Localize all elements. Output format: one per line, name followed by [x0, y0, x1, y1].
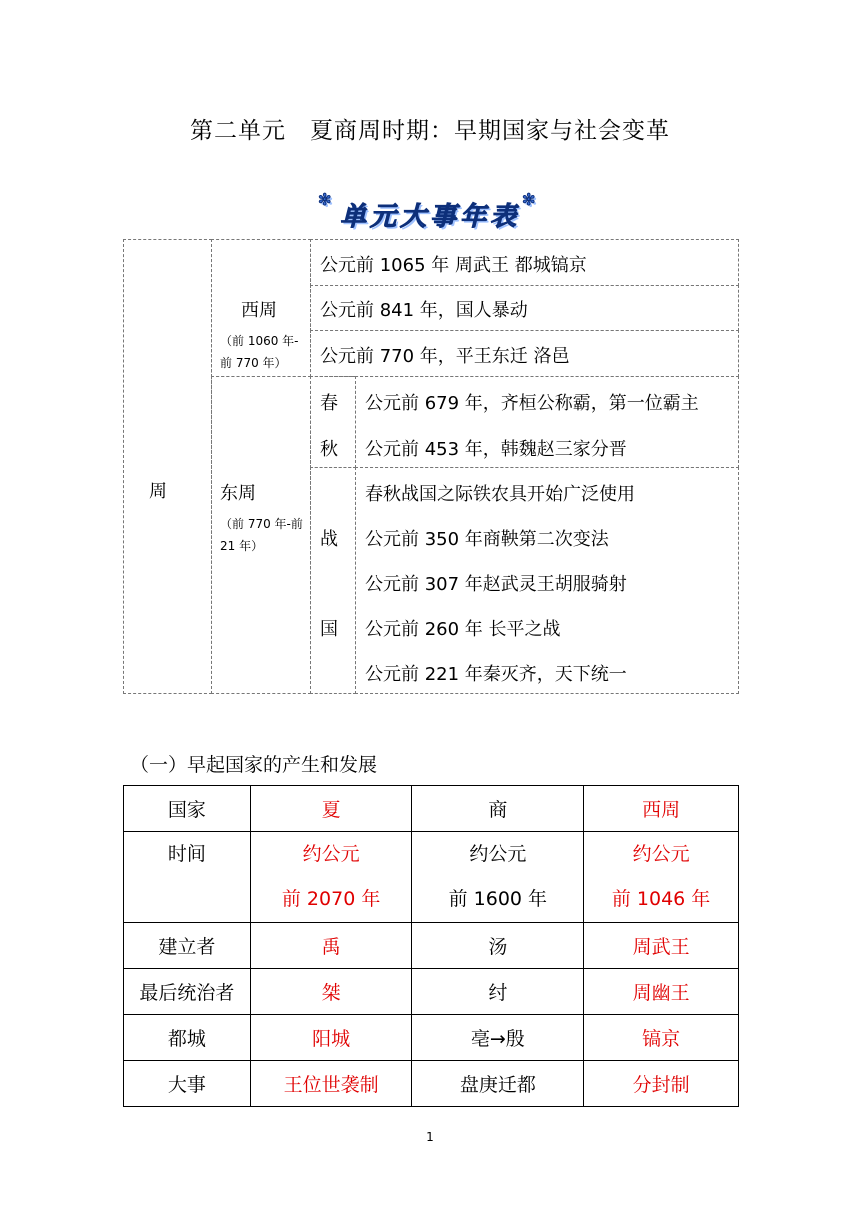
- event-text: 公元前 679 年，齐桓公称霸，第一位霸主: [365, 393, 699, 414]
- banner-text: 单元大事年表: [339, 202, 520, 232]
- zhanguo-cell: [310, 467, 356, 694]
- timeline-table: [123, 239, 739, 694]
- star-icon: ✻: [318, 190, 336, 209]
- table-cell: 周武王: [584, 923, 739, 969]
- event-text: 公元前 453 年，韩魏赵三家分晋: [365, 439, 627, 460]
- table-cell: 大事: [124, 1061, 251, 1107]
- time-line: 约公元: [469, 843, 527, 865]
- table-cell: 建立者: [124, 923, 251, 969]
- event-text: 公元前 350 年商鞅第二次变法: [365, 529, 609, 550]
- table-row: [124, 786, 739, 832]
- table-cell: 亳→殷: [412, 1015, 584, 1061]
- time-line: 前 2070 年: [281, 888, 381, 910]
- event-text: 公元前 1065 年 周武王 都城镐京: [320, 255, 587, 276]
- timeline-banner: [0, 190, 860, 233]
- table-cell: 阳城: [250, 1015, 412, 1061]
- event-text: 公元前 260 年 长平之战: [365, 619, 561, 640]
- table-cell: 纣: [412, 969, 584, 1015]
- time-line: 前 1046 年: [611, 888, 711, 910]
- table-cell: 分封制: [584, 1061, 739, 1107]
- eastern-zhou-cell: [211, 376, 311, 694]
- table-cell: 最后统治者: [124, 969, 251, 1015]
- table-cell: 镐京: [584, 1015, 739, 1061]
- page-title: 第二单元 夏商周时期：早期国家与社会变革: [190, 118, 670, 144]
- zhanguo-label-1: 战: [320, 529, 338, 550]
- event-text: 公元前 770 年，平王东迁 洛邑: [320, 346, 570, 367]
- dynasty-cell: [123, 239, 212, 694]
- time-line: 约公元: [302, 843, 360, 865]
- section-title: （一）早起国家的产生和发展: [130, 754, 378, 776]
- eastern-zhou-range-2: 21 年）: [220, 539, 264, 553]
- event-text: 公元前 307 年赵武灵王胡服骑射: [365, 574, 627, 595]
- time-line: 前 1600 年: [448, 888, 548, 910]
- event-text: 公元前 221 年秦灭齐，天下统一: [365, 664, 627, 685]
- table-cell: 汤: [412, 923, 584, 969]
- table-cell: 西周: [584, 786, 739, 832]
- table-row: [124, 832, 739, 923]
- table-cell: 夏: [250, 786, 412, 832]
- western-zhou-name: 西周: [241, 300, 277, 321]
- western-zhou-range-2: 前 770 年）: [220, 356, 287, 370]
- chunqiu-label-2: 秋: [320, 439, 338, 460]
- table-cell: 周幽王: [584, 969, 739, 1015]
- table-cell: 商: [412, 786, 584, 832]
- western-zhou-range-1: （前 1060 年-: [220, 334, 299, 348]
- table-cell: 王位世袭制: [250, 1061, 412, 1107]
- table-row: [124, 1015, 739, 1061]
- page-number: 1: [426, 1130, 434, 1144]
- table-cell: 都城: [124, 1015, 251, 1061]
- dynasty-label: 周: [149, 481, 167, 502]
- event-text: 公元前 841 年，国人暴动: [320, 300, 528, 321]
- states-table: [123, 785, 739, 1107]
- time-line: 约公元: [632, 843, 690, 865]
- table-cell: [412, 832, 584, 923]
- table-row: [124, 969, 739, 1015]
- chunqiu-label-1: 春: [320, 393, 338, 414]
- event-text: 春秋战国之际铁农具开始广泛使用: [365, 484, 635, 505]
- table-cell: 国家: [124, 786, 251, 832]
- table-cell: 禹: [250, 923, 412, 969]
- table-row: [124, 923, 739, 969]
- eastern-zhou-range-1: （前 770 年-前: [220, 517, 303, 531]
- table-cell: [584, 832, 739, 923]
- star-icon: ✻: [522, 190, 540, 209]
- table-cell: 桀: [250, 969, 412, 1015]
- table-cell: 时间: [124, 832, 251, 923]
- zhanguo-label-2: 国: [320, 619, 338, 640]
- table-cell: 盘庚迁都: [412, 1061, 584, 1107]
- table-row: [124, 1061, 739, 1107]
- eastern-zhou-name: 东周: [220, 483, 256, 504]
- table-cell: [250, 832, 412, 923]
